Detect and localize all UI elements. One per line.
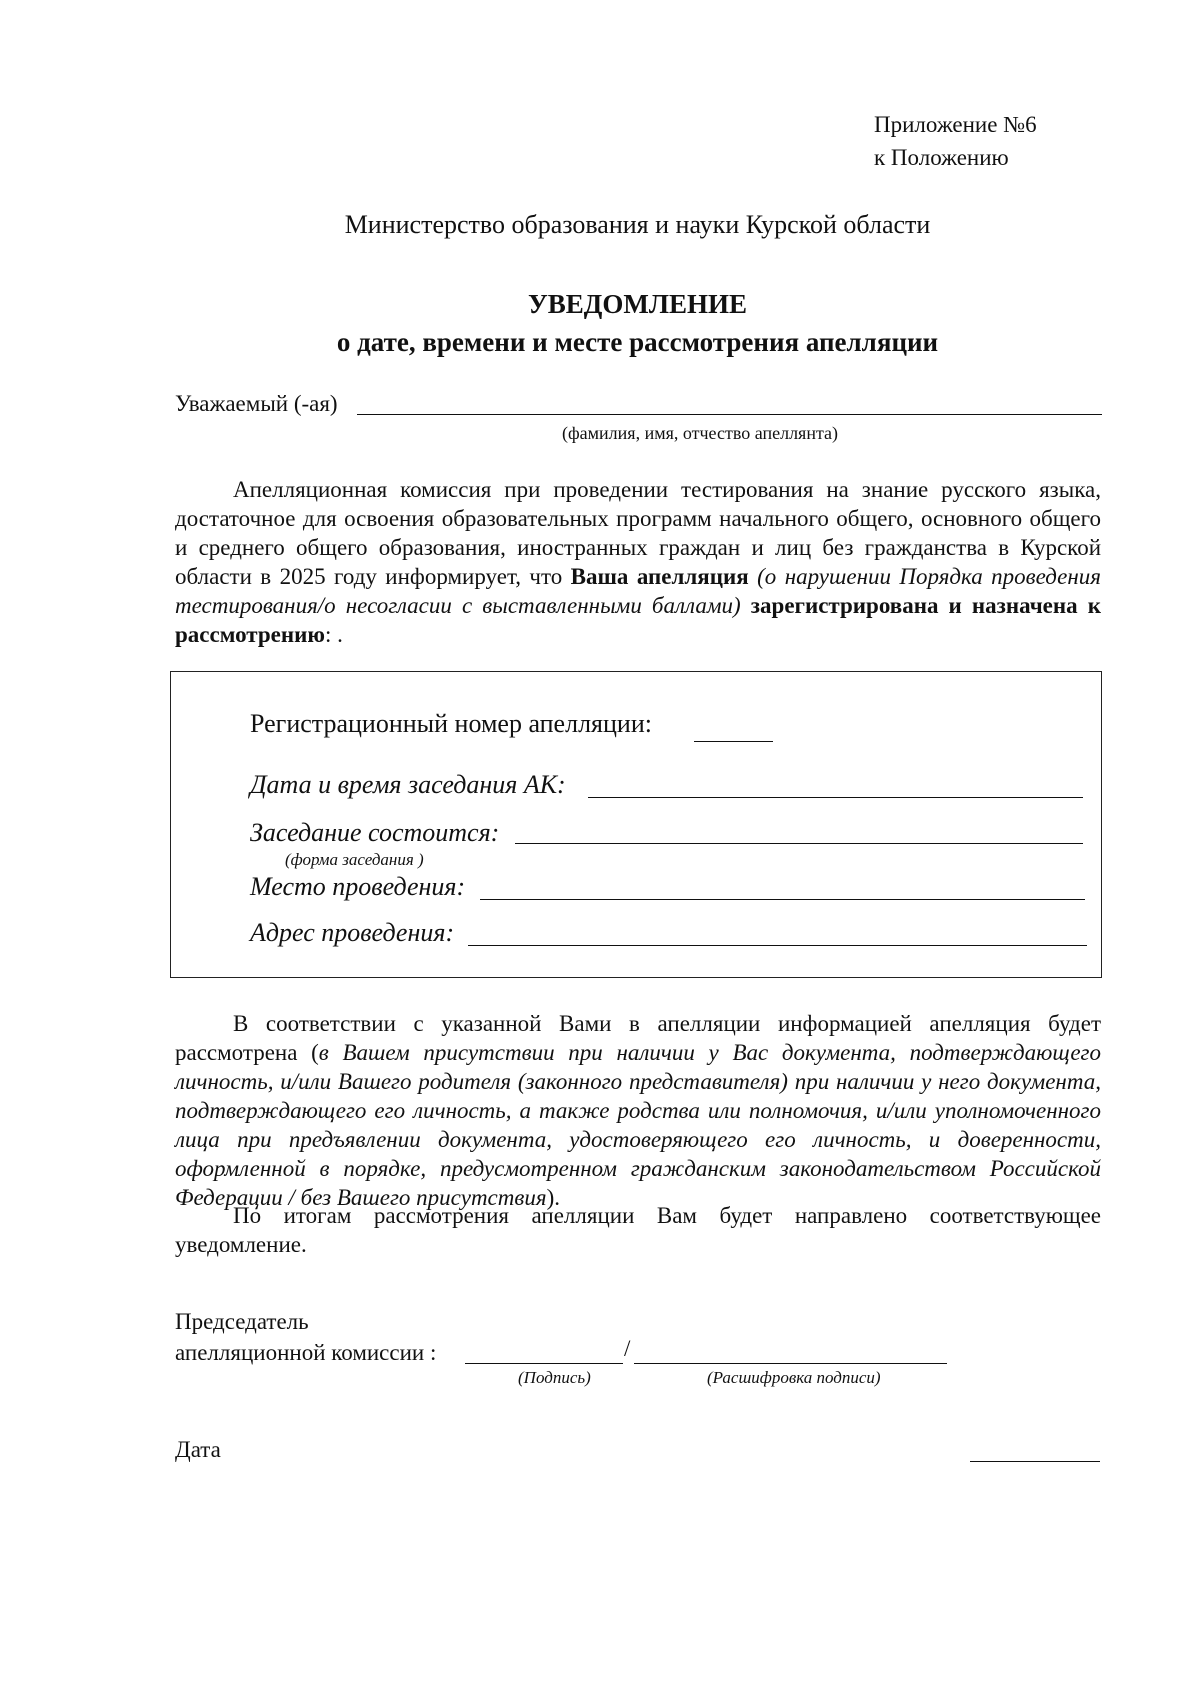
signature-decode-hint: (Расшифровка подписи) bbox=[707, 1368, 881, 1387]
intro-italic-reason: (о нарушении Порядка проведения тестирования/о несогласии с выставленными баллами) bbox=[175, 564, 1101, 618]
chair-label-line2: апелляционной комиссии : bbox=[175, 1340, 437, 1365]
place-label: Место проведения: bbox=[250, 872, 466, 901]
title-subtitle: о дате, времени и месте рассмотрения апелляции bbox=[336, 327, 939, 357]
date-line[interactable] bbox=[970, 1461, 1100, 1462]
title-main: УВЕДОМЛЕНИЕ bbox=[527, 289, 748, 319]
addressee-hint: (фамилия, имя, отчество апеллянта) bbox=[562, 423, 839, 443]
annex-regulation: к Положению bbox=[874, 145, 1009, 170]
details-paragraph bbox=[175, 1009, 1101, 1212]
meeting-hint: (форма заседания ) bbox=[285, 850, 424, 869]
reg-number-line[interactable] bbox=[694, 741, 773, 742]
document-title bbox=[0, 285, 1200, 361]
date-time-label: Дата и время заседания АК: bbox=[250, 770, 566, 799]
meeting-line[interactable] bbox=[515, 843, 1083, 844]
intro-text: Апелляционная комиссия при проведении тестирования на знание русского языка, достаточное для освоения образовательных программ начального общего, основного общего и среднего общего образования, иностранных граждан и лиц без гражданства в Курской области в 2025 году информирует, что bbox=[175, 477, 1101, 589]
address-label: Адрес проведения: bbox=[250, 918, 455, 947]
result-notice: По итогам рассмотрения апелляции Вам будет направлено соответствующее уведомление. bbox=[175, 1203, 1101, 1257]
signature-line[interactable] bbox=[465, 1363, 623, 1364]
addressee-label: Уважаемый (-ая) bbox=[175, 391, 338, 416]
address-line[interactable] bbox=[468, 945, 1087, 946]
meeting-label: Заседание состоится: bbox=[250, 818, 500, 847]
details-italic: в Вашем присутствии при наличии у Вас документа, подтверждающего личность, и/или Вашего родителя (законного представителя) при наличии у него документа, подтверждающего его личность, а также родства или полномочия, и/или уполномоченного лица при предъявлении документа, удостоверяющего его личность, и доверенности, оформленной в порядке, предусмотренном гражданским законодательством Российской Федерации / без Вашего присутствия bbox=[175, 1040, 1102, 1210]
details-end: ). bbox=[546, 1185, 560, 1210]
intro-bold-appeal: Ваша апелляция bbox=[570, 564, 749, 589]
addressee-name-line[interactable] bbox=[357, 414, 1102, 415]
details-text: В соответствии с указанной Вами в апелляции информацией апелляция будет рассмотрена ( bbox=[175, 1011, 1101, 1065]
signature-decode-line[interactable] bbox=[634, 1363, 947, 1364]
intro-paragraph bbox=[175, 475, 1101, 649]
signature-hint: (Подпись) bbox=[518, 1368, 591, 1387]
date-label: Дата bbox=[175, 1437, 221, 1462]
signature-separator: / bbox=[624, 1336, 631, 1361]
date-time-line[interactable] bbox=[588, 797, 1083, 798]
chair-label-line1: Председатель bbox=[175, 1309, 309, 1334]
intro-bold-registered: зарегистрирована и назначена к рассмотрению bbox=[175, 593, 1101, 647]
intro-end: : . bbox=[324, 622, 343, 647]
place-line[interactable] bbox=[480, 899, 1085, 900]
reg-number-label: Регистрационный номер апелляции: bbox=[250, 709, 652, 738]
annex-number: Приложение №6 bbox=[874, 112, 1037, 137]
ministry-name: Министерство образования и науки Курской области bbox=[344, 210, 931, 239]
annex-reference bbox=[874, 108, 1037, 174]
